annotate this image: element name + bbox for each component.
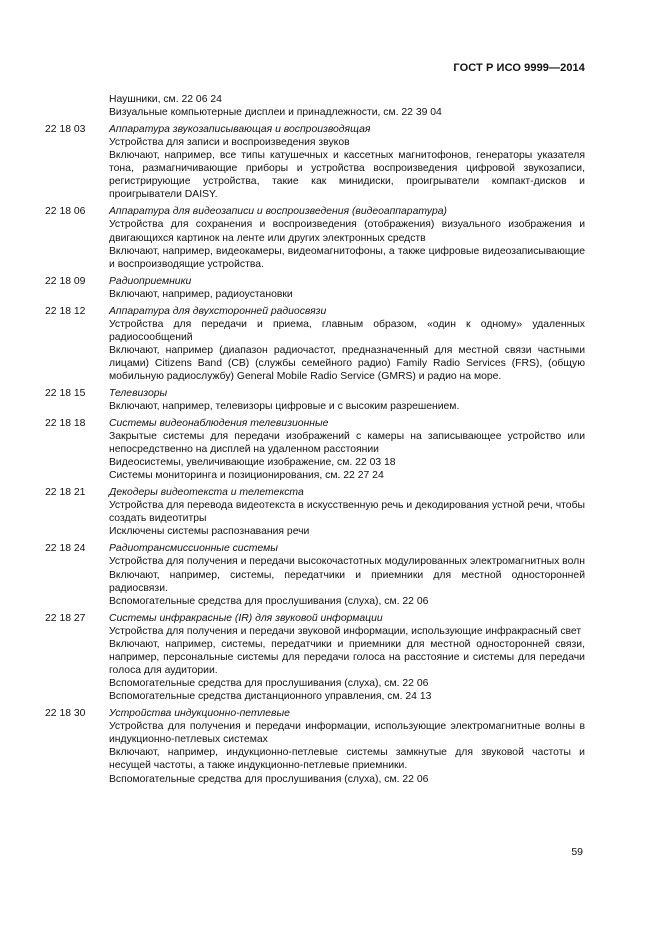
entry-body: [109, 123, 585, 202]
entry-title: Аппаратура для двухсторонней радиосвязи: [109, 305, 327, 317]
classification-entry: [45, 542, 585, 607]
entry-title: Аппаратура для видеозаписи и воспроизведения (видеоаппаратура): [109, 206, 447, 218]
entry-paragraph: Включают, например, все типы катушечных и кассетных магнитофонов, генераторы указателя тона, размагничивающие приборы и устройства воспроизведения цифровой звукозаписи, регистрирующие устройства, такие как минидиски, проигрыватели компакт-дисков и проигрыватели DAISY.: [109, 150, 585, 201]
entry-code: 22 18 03: [45, 123, 86, 135]
entry-paragraph: Устройства для записи и воспроизведения звуков: [109, 137, 350, 149]
entry-paragraph: Вспомогательные средства дистанционного управления, см. 24 13: [109, 691, 432, 703]
page-number: 59: [571, 846, 583, 858]
entry-code: 22 18 09: [45, 275, 86, 287]
entry-body: [109, 275, 585, 301]
entry-paragraph: Вспомогательные средства для прослушивания (слуха), см. 22 06: [109, 595, 429, 607]
entry-paragraph: Включают, например, радиоустановки: [109, 288, 293, 300]
entry-paragraph: Вспомогательные средства для прослушивания (слуха), см. 22 06: [109, 773, 429, 785]
entry-paragraph: Включают, например (диапазон радиочастот, предназначенный для местной связи частными лицами) Citizens Band (CB) (службы семейного радио) Family Radio Services (FRS), (общую мобильную радиослужбу) General Mobile Radio Service (GMRS) и радио на море.: [109, 344, 585, 383]
entry-body: [109, 542, 585, 607]
document-content: [45, 93, 585, 789]
entry-body: [109, 612, 585, 704]
entry-title: Системы видеонаблюдения телевизионные: [109, 417, 329, 429]
entry-paragraph: Устройства для получения и передачи информации, использующие электромагнитные волны в индукционно-петлевых системах: [109, 721, 585, 746]
entry-paragraph: Вспомогательные средства для прослушивания (слуха), см. 22 06: [109, 678, 429, 690]
entry-body: [109, 205, 585, 270]
intro-body: [109, 93, 585, 119]
intro-block: [45, 93, 585, 119]
entry-title: Устройства индукционно-петлевые: [109, 708, 290, 720]
classification-entry: [45, 123, 585, 202]
entry-paragraph: Включают, например, системы, передатчики и приемники для местной односторонней связи, например, персональные системы для передачи голоса на расстояние и системы для передачи голоса для аудитории.: [109, 638, 585, 677]
entry-title: Радиоприемники: [109, 275, 192, 287]
entry-code: 22 18 06: [45, 206, 86, 218]
entry-paragraph: Системы мониторинга и позиционирования, см. 22 27 24: [109, 470, 384, 482]
intro-line: Визуальные компьютерные дисплеи и принадлежности, см. 22 39 04: [109, 107, 442, 119]
entry-paragraph: Устройства для сохранения и воспроизведения (отображения) визуального изображения и двигающихся картинок на ленте или других электронных средств: [109, 219, 585, 244]
entry-body: [109, 387, 585, 413]
entry-title: Системы инфракрасные (IR) для звуковой информации: [109, 612, 383, 624]
entry-paragraph: Устройства для перевода видеотекста в искусственную речь и декодирования устной речи, чтобы создать видеотитры: [109, 500, 585, 525]
entry-title: Радиотрансмиссионные системы: [109, 543, 278, 555]
entry-paragraph: Исключены системы распознавания речи: [109, 526, 310, 538]
entry-title: Аппаратура звукозаписывающая и воспроизводящая: [109, 123, 371, 135]
classification-entry: [45, 417, 585, 482]
entry-paragraph: Включают, например, видеокамеры, видеомагнитофоны, а также цифровые видеозаписывающие и воспроизводящие устройства.: [109, 245, 585, 270]
classification-entry: [45, 707, 585, 786]
entry-paragraph: Видеосистемы, увеличивающие изображение, см. 22 03 18: [109, 457, 396, 469]
classification-entry: [45, 486, 585, 538]
entry-paragraph: Закрытые системы для передачи изображений с камеры на записывающее устройство или непосредственно на дисплей на удаленном расстоянии: [109, 431, 585, 456]
entry-paragraph: Устройства для получения и передачи звуковой информации, использующие инфракрасный свет: [109, 625, 582, 637]
entry-paragraph: Включают, например, системы, передатчики и приемники для местной односторонней радиосвязи.: [109, 569, 585, 594]
entry-paragraph: Включают, например, телевизоры цифровые и с высоким разрешением.: [109, 401, 460, 413]
intro-line: Наушники, см. 22 06 24: [109, 94, 222, 105]
classification-entry: [45, 305, 585, 384]
classification-entry: [45, 612, 585, 704]
entry-code: 22 18 15: [45, 387, 86, 399]
entry-body: [109, 417, 585, 482]
entry-title: Декодеры видеотекста и телетекста: [109, 487, 304, 499]
entry-paragraph: Устройства для получения и передачи высокочастотных модулированных электромагнитных волн: [109, 556, 585, 568]
entry-paragraph: Включают, например, индукционно-петлевые системы замкнутые для звуковой частоты и несущей частоты, а также индукционно-петлевые приемники.: [109, 747, 585, 772]
document-standard-header: ГОСТ Р ИСО 9999—2014: [453, 62, 585, 74]
classification-entry: [45, 205, 585, 270]
entry-code: 22 18 24: [45, 543, 86, 555]
entry-code: 22 18 18: [45, 417, 86, 429]
classification-entry: [45, 275, 585, 301]
entry-title: Телевизоры: [109, 387, 168, 399]
entry-code: 22 18 30: [45, 708, 86, 720]
entry-body: [109, 305, 585, 384]
entry-code: 22 18 12: [45, 305, 86, 317]
entry-code: 22 18 21: [45, 487, 86, 499]
entry-code: 22 18 27: [45, 612, 86, 624]
classification-entry: [45, 387, 585, 413]
entry-paragraph: Устройства для передачи и приема, главным образом, «один к одному» удаленных радиосообщений: [109, 318, 585, 343]
classification-entries: [45, 123, 585, 786]
entry-body: [109, 486, 585, 538]
entry-body: [109, 707, 585, 786]
